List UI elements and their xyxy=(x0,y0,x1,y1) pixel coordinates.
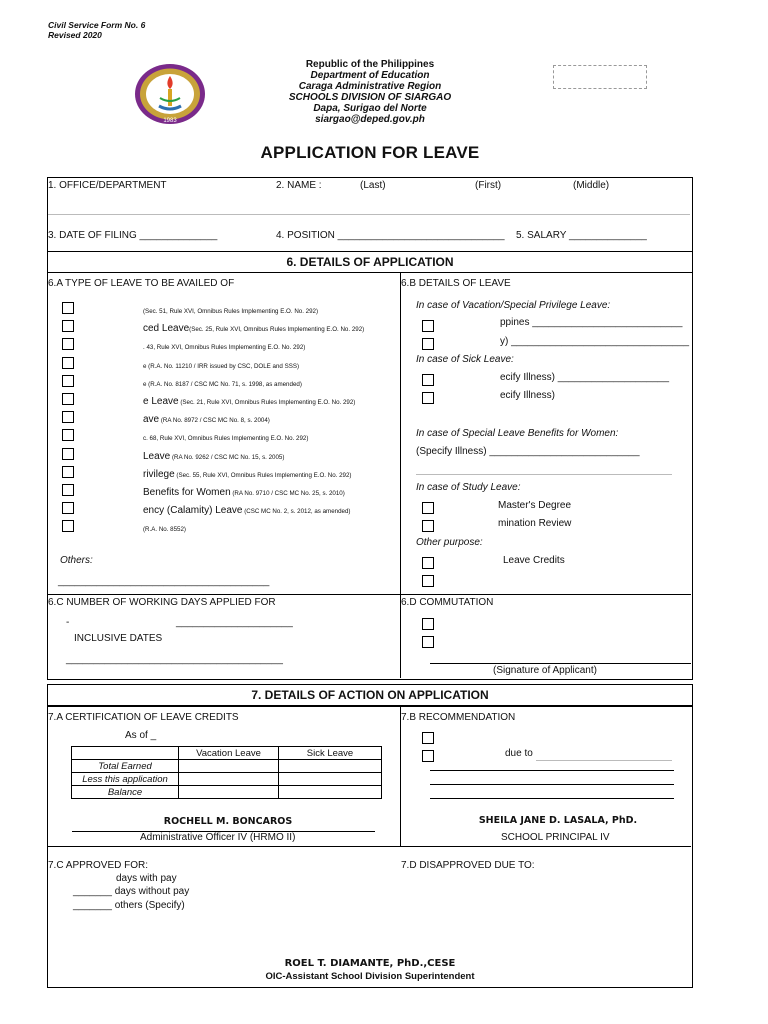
list-item xyxy=(143,391,355,409)
women-specify-field[interactable]: (Specify Illness) ___________________________ xyxy=(416,446,640,457)
leave-type-name: Benefits for Women xyxy=(143,487,231,498)
commutation-requested-checkbox[interactable] xyxy=(422,636,434,648)
women-extra-line xyxy=(416,474,672,475)
inclusive-dates-label: INCLUSIVE DATES xyxy=(74,633,163,644)
list-item xyxy=(143,518,186,536)
less-application-sick-cell[interactable] xyxy=(279,773,382,786)
leave-type-legal-basis: e (R.A. No. 8187 / CSC MC No. 71, s. 1998, as amended) xyxy=(143,381,302,388)
commutation-not-requested-checkbox[interactable] xyxy=(422,618,434,630)
vacation-option-2-label: y) ________________________________ xyxy=(500,336,690,347)
department-line: Department of Education xyxy=(310,70,430,81)
inclusive-dates-field[interactable]: _______________________________________ xyxy=(66,654,283,665)
working-days-title: 6.C NUMBER OF WORKING DAYS APPLIED FOR xyxy=(48,597,276,608)
officer-title: Administrative Officer IV (HRMO II) xyxy=(140,832,296,843)
vacation-option-1-checkbox[interactable] xyxy=(422,320,434,332)
list-item xyxy=(143,427,308,445)
leave-type-checkbox[interactable] xyxy=(62,502,74,514)
leave-type-legal-basis: (RA No. 8972 / CSC MC No. 8, s. 2004) xyxy=(159,417,270,424)
leave-type-legal-basis: (RA No. 9262 / CSC MC No. 15, s. 2005) xyxy=(170,454,285,461)
receiving-stamp-box xyxy=(553,65,647,89)
vacation-option-1-label: ppines ___________________________ xyxy=(500,317,683,328)
list-item xyxy=(143,355,299,373)
monetization-checkbox[interactable] xyxy=(422,557,434,569)
sick-option-2-label: ecify Illness) xyxy=(500,390,556,401)
balance-vacation-cell[interactable] xyxy=(179,786,279,799)
list-item xyxy=(143,373,302,391)
section-7-title: 7. DETAILS OF ACTION ON APPLICATION xyxy=(47,684,693,706)
section-6-divider xyxy=(400,272,401,678)
as-of-field[interactable]: As of _ xyxy=(125,730,157,741)
leave-type-name: e Leave xyxy=(143,396,179,407)
days-with-pay-field[interactable]: days with pay xyxy=(116,873,177,884)
study-heading: In case of Study Leave: xyxy=(416,482,521,493)
principal-name: SHEILA JANE D. LASALA, PhD. xyxy=(478,815,638,826)
leave-type-legal-basis: c. 68, Rule XVI, Omnibus Rules Implementing E.O. No. 292) xyxy=(143,435,309,442)
recommendation-line-3[interactable] xyxy=(430,798,674,799)
leave-type-checkbox[interactable] xyxy=(62,411,74,423)
vacation-heading: In case of Vacation/Special Privilege Leave: xyxy=(416,300,611,311)
leave-type-name: ced Leave xyxy=(143,323,190,334)
certification-title: 7.A CERTIFICATION OF LEAVE CREDITS xyxy=(48,712,239,723)
leave-type-legal-basis: (CSC MC No. 2, s. 2012, as amended) xyxy=(242,508,351,515)
terminal-leave-checkbox[interactable] xyxy=(422,575,434,587)
leave-type-checkbox[interactable] xyxy=(62,357,74,369)
middle-name-label: (Middle) xyxy=(573,180,610,191)
leave-type-name: Leave xyxy=(143,451,171,462)
region-line: Caraga Administrative Region xyxy=(298,81,442,92)
principal-title: SCHOOL PRINCIPAL IV xyxy=(501,832,610,843)
division-seal-icon xyxy=(133,62,207,126)
form-revised-text: Revised 2020 xyxy=(48,30,102,40)
recommend-approval-checkbox[interactable] xyxy=(422,732,434,744)
email-line: siargao@deped.gov.ph xyxy=(315,114,425,125)
list-item xyxy=(143,300,318,318)
row-divider xyxy=(48,214,690,215)
list-item xyxy=(143,500,350,518)
due-to-label: due to xyxy=(505,748,533,759)
working-days-dash: - xyxy=(66,617,70,628)
office-label: 1. OFFICE/DEPARTMENT xyxy=(48,180,167,191)
days-without-pay-field[interactable]: _______ days without pay xyxy=(73,886,190,897)
sick-heading: In case of Sick Leave: xyxy=(416,354,514,365)
less-application-label: Less this application xyxy=(72,773,179,786)
balance-sick-cell[interactable] xyxy=(279,786,382,799)
study-masters-checkbox[interactable] xyxy=(422,502,434,514)
first-name-label: (First) xyxy=(475,180,502,191)
section-6-title: 6. DETAILS OF APPLICATION xyxy=(47,251,693,273)
agency-header xyxy=(250,59,490,125)
section-7-mid-line xyxy=(48,846,691,847)
details-of-leave-title: 6.B DETAILS OF LEAVE xyxy=(401,278,511,289)
leave-type-checkbox[interactable] xyxy=(62,338,74,350)
total-earned-sick-cell[interactable] xyxy=(279,760,382,773)
table-row xyxy=(72,760,382,773)
superintendent-title: OIC-Assistant School Division Superintendent xyxy=(265,971,475,982)
table-row xyxy=(72,786,382,799)
leave-type-legal-basis: (Sec. 25, Rule XVI, Omnibus Rules Implementing E.O. No. 292) xyxy=(189,326,365,333)
leave-type-legal-basis: . 43, Rule XVI, Omnibus Rules Implementing E.O. No. 292) xyxy=(143,344,306,351)
sick-option-1-checkbox[interactable] xyxy=(422,374,434,386)
commutation-title: 6.D COMMUTATION xyxy=(401,597,494,608)
leave-type-legal-basis: (R.A. No. 8552) xyxy=(143,526,186,533)
leave-type-name: rivilege xyxy=(143,469,175,480)
form-number-text: Civil Service Form No. 6 xyxy=(48,20,146,30)
seal-year-text: 1983 xyxy=(163,118,177,124)
sick-option-1-label: ecify Illness) ____________________ xyxy=(500,372,670,383)
total-earned-vacation-cell[interactable] xyxy=(179,760,279,773)
sick-option-2-checkbox[interactable] xyxy=(422,392,434,404)
study-bar-review-label: mination Review xyxy=(498,518,572,529)
leave-type-legal-basis: e (R.A. No. 11210 / IRR issued by CSC, DOLE and SSS) xyxy=(143,363,300,370)
address-line: Dapa, Surigao del Norte xyxy=(313,103,427,114)
other-purpose-heading: Other purpose: xyxy=(416,537,483,548)
others-specify-field[interactable]: _______ others (Specify) xyxy=(73,900,185,911)
superintendent-name: ROEL T. DIAMANTE, PhD.,CESE xyxy=(284,958,456,969)
leave-type-checkbox[interactable] xyxy=(62,320,74,332)
section-6-mid-line xyxy=(48,594,691,595)
applicant-signature-line xyxy=(430,663,691,664)
list-item xyxy=(143,464,351,482)
leave-credits-table xyxy=(71,746,382,799)
disapproved-title: 7.D DISAPPROVED DUE TO: xyxy=(401,860,535,871)
vacation-option-2-checkbox[interactable] xyxy=(422,338,434,350)
list-item xyxy=(143,446,284,464)
approved-for-title: 7.C APPROVED FOR: xyxy=(48,860,149,871)
total-earned-label: Total Earned xyxy=(72,760,179,773)
recommend-disapproval-checkbox[interactable] xyxy=(422,750,434,762)
list-item xyxy=(143,482,345,500)
list-item xyxy=(143,336,305,354)
leave-type-checkbox[interactable] xyxy=(62,393,74,405)
recommendation-line-1[interactable] xyxy=(430,770,674,771)
position-field[interactable]: 4. POSITION ______________________________ xyxy=(276,230,505,241)
study-bar-review-checkbox[interactable] xyxy=(422,520,434,532)
others-label: Others: xyxy=(60,555,93,566)
leave-type-checkbox[interactable] xyxy=(62,520,74,532)
monetization-label: Leave Credits xyxy=(503,555,565,566)
table-header-blank xyxy=(72,747,179,760)
balance-label: Balance xyxy=(72,786,179,799)
division-line: SCHOOLS DIVISION OF SIARGAO xyxy=(288,92,452,103)
applicant-signature-label: (Signature of Applicant) xyxy=(493,665,597,676)
others-line[interactable]: ______________________________________ xyxy=(58,576,270,587)
name-label: 2. NAME : xyxy=(276,180,322,191)
section-7-divider xyxy=(400,706,401,846)
due-to-line[interactable] xyxy=(536,760,672,761)
page-title: APPLICATION FOR LEAVE xyxy=(260,143,480,162)
leave-type-legal-basis: (Sec. 21, Rule XVI, Omnibus Rules Implementing E.O. No. 292) xyxy=(178,399,356,406)
recommendation-title: 7.B RECOMMENDATION xyxy=(401,712,516,723)
officer-name: ROCHELL M. BONCAROS xyxy=(163,816,293,827)
leave-type-checkbox[interactable] xyxy=(62,466,74,478)
last-name-label: (Last) xyxy=(360,180,386,191)
list-item xyxy=(143,318,364,336)
women-heading: In case of Special Leave Benefits for Women: xyxy=(416,428,619,439)
form-number xyxy=(48,20,145,40)
leave-type-checkbox[interactable] xyxy=(62,375,74,387)
table-header-row xyxy=(72,747,382,760)
republic-line: Republic of the Philippines xyxy=(305,59,435,70)
less-application-vacation-cell[interactable] xyxy=(179,773,279,786)
working-days-field[interactable]: _____________________ xyxy=(176,617,293,628)
leave-type-legal-basis: (RA No. 9710 / CSC MC No. 25, s. 2010) xyxy=(230,490,345,497)
leave-type-checkbox[interactable] xyxy=(62,302,74,314)
leave-type-legal-basis: (Sec. 51, Rule XVI, Omnibus Rules Implementing E.O. No. 292) xyxy=(143,308,319,315)
date-filing-field[interactable]: 3. DATE OF FILING ______________ xyxy=(48,230,218,241)
leave-type-checkbox[interactable] xyxy=(62,429,74,441)
leave-type-name: ave xyxy=(143,414,160,425)
recommendation-line-2[interactable] xyxy=(430,784,674,785)
leave-type-checkbox[interactable] xyxy=(62,484,74,496)
table-header-sick: Sick Leave xyxy=(279,747,382,760)
type-of-leave-title: 6.A TYPE OF LEAVE TO BE AVAILED OF xyxy=(48,278,235,289)
leave-type-checkbox[interactable] xyxy=(62,448,74,460)
leave-type-name: ency (Calamity) Leave xyxy=(143,505,243,516)
study-masters-label: Master's Degree xyxy=(498,500,572,511)
table-header-vacation: Vacation Leave xyxy=(179,747,279,760)
table-row xyxy=(72,773,382,786)
salary-field[interactable]: 5. SALARY ______________ xyxy=(516,230,647,241)
list-item xyxy=(143,409,270,427)
leave-type-legal-basis: (Sec. 55, Rule XVI, Omnibus Rules Implementing E.O. No. 292) xyxy=(174,472,352,479)
